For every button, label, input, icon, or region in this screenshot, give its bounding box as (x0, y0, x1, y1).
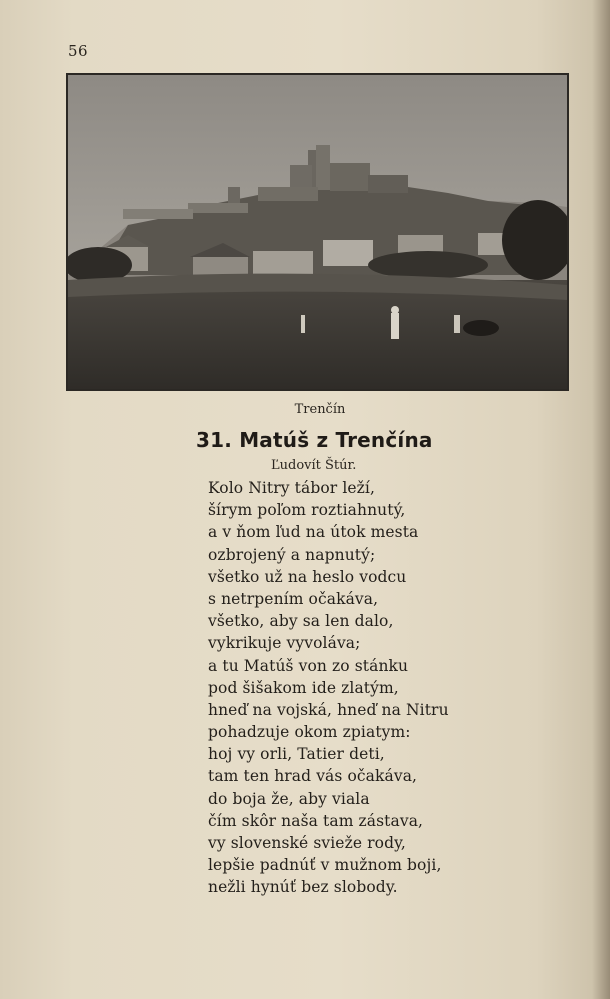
poem-author: Ľudovít Štúr. (271, 458, 357, 473)
poem-line: všetko už na heslo vodcu (208, 567, 407, 586)
poem-line: vy slovenské svieže rody, (208, 834, 406, 852)
poem-line: šírym poľom roztiahnutý, (208, 501, 406, 520)
trencin-castle-photo (66, 73, 569, 391)
poem-line: do boja že, aby viala (208, 789, 370, 808)
poem-line: čím skôr naša tam zástava, (208, 811, 424, 830)
poem-line: s netrpením očakáva, (208, 589, 379, 608)
poem-line: ozbrojený a napnutý; (208, 545, 376, 564)
poem-title: 31. Matúš z Trenčína (196, 428, 433, 452)
poem-line: hneď na vojská, hneď na Nitru (208, 700, 449, 719)
poem-line: a v ňom ľud na útok mesta (208, 523, 419, 542)
poem-line: Kolo Nitry tábor leží, (208, 479, 375, 497)
poem-line: všetko, aby sa len dalo, (208, 612, 394, 631)
poem-line: vykrikuje vyvoláva; (208, 634, 361, 653)
poem-line: pohadzuje okom zpiatym: (208, 723, 411, 742)
poem-line: nežli hynúť bez slobody. (208, 878, 398, 897)
poem-line: tam ten hrad vás očakáva, (208, 767, 418, 786)
photo-caption: Trenčín (294, 402, 346, 417)
poem-line: lepšie padnúť v mužnom boji, (208, 856, 442, 875)
poem-body (208, 477, 449, 899)
poem-line: hoj vy orli, Tatier deti, (208, 745, 385, 764)
page-number: 56 (68, 42, 89, 60)
poem-line: pod šišakom ide zlatým, (208, 678, 399, 697)
poem-line: a tu Matúš von zo stánku (208, 656, 409, 675)
show-through-text (448, 398, 608, 868)
